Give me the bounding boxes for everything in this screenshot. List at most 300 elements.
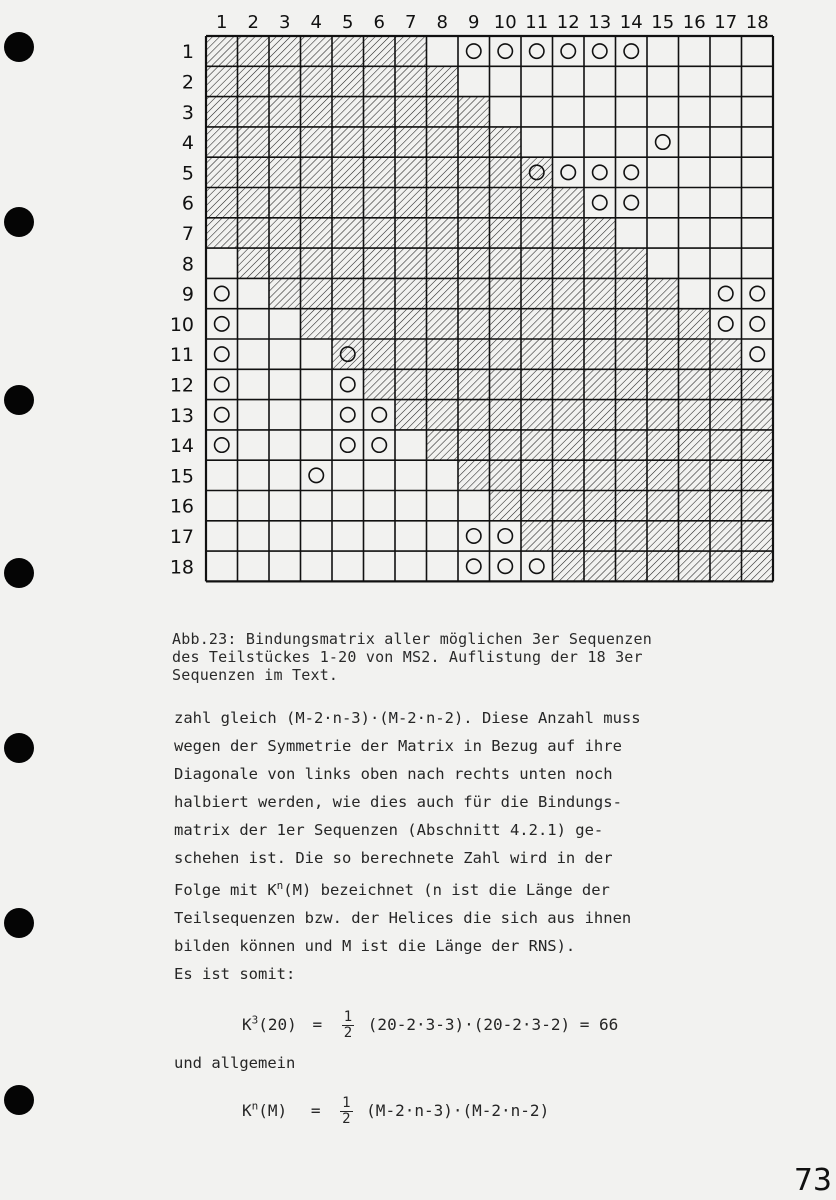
hatched-cell: [238, 36, 270, 66]
hatched-cell: [269, 66, 301, 96]
hatched-cell: [395, 400, 427, 430]
hatched-cell: [427, 309, 459, 339]
hatched-cell: [647, 430, 679, 460]
hatched-cell: [742, 430, 774, 460]
hatched-cell: [332, 309, 364, 339]
body-line: wegen der Symmetrie der Matrix in Bezug auf ihre: [174, 737, 622, 755]
row-label: 16: [169, 495, 194, 518]
binding-circle: [215, 377, 229, 391]
binding-circle: [498, 529, 512, 543]
row-label: 11: [169, 344, 194, 367]
formula-argument: (M): [258, 1101, 288, 1120]
hatched-cell: [427, 127, 459, 157]
hatched-cell: [710, 551, 742, 581]
superscript: n: [276, 879, 284, 892]
punch-hole: [4, 32, 34, 62]
connector-text: und allgemein: [174, 1054, 296, 1072]
hatched-cell: [616, 491, 648, 521]
hatched-cell: [427, 157, 459, 187]
hatched-cell: [553, 491, 585, 521]
row-label: 14: [169, 435, 194, 458]
hatched-cell: [206, 127, 238, 157]
column-label: 6: [373, 12, 385, 33]
hatched-cell: [679, 491, 711, 521]
hatched-cell: [427, 218, 459, 248]
formula-superscript: 3: [251, 1013, 259, 1027]
hatched-cell: [364, 188, 396, 218]
hatched-cell: [710, 430, 742, 460]
punch-hole: [4, 207, 34, 237]
column-label: 15: [651, 12, 675, 33]
row-label: 18: [169, 556, 194, 579]
hatched-cell: [553, 430, 585, 460]
hatched-cell: [553, 551, 585, 581]
row-label: 1: [181, 41, 194, 64]
column-label: 12: [556, 12, 580, 33]
hatched-cell: [269, 248, 301, 278]
column-label: 11: [525, 12, 549, 33]
hatched-cell: [521, 248, 553, 278]
hatched-cell: [427, 278, 459, 308]
hatched-cell: [553, 278, 585, 308]
hatched-cell: [521, 400, 553, 430]
hatched-cell: [553, 339, 585, 369]
binding-circle: [719, 317, 733, 331]
hatched-cell: [553, 521, 585, 551]
hatched-cell: [490, 127, 522, 157]
hatched-cell: [490, 218, 522, 248]
hatched-cell: [332, 157, 364, 187]
hatched-cell: [332, 97, 364, 127]
hatched-cell: [521, 491, 553, 521]
hatched-cell: [427, 339, 459, 369]
formula-rhs: (M-2·n-3)·(M-2·n-2): [366, 1101, 550, 1120]
hatched-cell: [584, 278, 616, 308]
binding-circle: [624, 195, 638, 209]
hatched-cell: [395, 248, 427, 278]
formula-argument: (20): [258, 1015, 297, 1034]
hatched-cell: [679, 460, 711, 490]
hatched-cell: [710, 369, 742, 399]
hatched-cell: [395, 157, 427, 187]
hatched-cell: [206, 66, 238, 96]
hatched-cell: [521, 218, 553, 248]
hatched-cell: [269, 127, 301, 157]
hatched-cell: [364, 36, 396, 66]
hatched-cell: [616, 248, 648, 278]
hatched-cell: [521, 188, 553, 218]
hatched-cell: [710, 491, 742, 521]
hatched-cell: [269, 157, 301, 187]
hatched-cell: [238, 127, 270, 157]
binding-circle: [530, 559, 544, 573]
hatched-cell: [458, 339, 490, 369]
hatched-cell: [206, 36, 238, 66]
punch-hole: [4, 733, 34, 763]
hatched-cell: [458, 188, 490, 218]
hatched-cell: [301, 248, 333, 278]
hatched-cell: [647, 309, 679, 339]
hatched-cell: [553, 188, 585, 218]
hatched-cell: [616, 551, 648, 581]
hatched-cell: [490, 188, 522, 218]
binding-circle: [341, 377, 355, 391]
hatched-cell: [427, 248, 459, 278]
hatched-cell: [742, 551, 774, 581]
binding-circle: [750, 317, 764, 331]
binding-circle: [215, 286, 229, 300]
binding-circle: [719, 286, 733, 300]
row-label: 15: [169, 465, 194, 488]
hatched-cell: [364, 309, 396, 339]
binding-circle: [656, 135, 670, 149]
row-label: 17: [169, 525, 194, 548]
hatched-cell: [395, 36, 427, 66]
hatched-cell: [679, 430, 711, 460]
hatched-cell: [269, 218, 301, 248]
hatched-cell: [364, 278, 396, 308]
body-paragraph: [174, 704, 814, 988]
hatched-cell: [490, 248, 522, 278]
row-label: 3: [181, 101, 194, 124]
hatched-cell: [269, 36, 301, 66]
hatched-cell: [301, 36, 333, 66]
hatched-cell: [584, 460, 616, 490]
row-label: 2: [181, 71, 194, 94]
body-line: bilden können und M ist die Länge der RNS).: [174, 937, 576, 956]
body-text-fragment: Folge mit K: [174, 881, 277, 900]
body-line: matrix der 1er Sequenzen (Abschnitt 4.2.1) ge-: [174, 821, 604, 839]
hatched-cell: [364, 369, 396, 399]
hatched-cell: [647, 278, 679, 308]
hatched-cell: [332, 278, 364, 308]
hatched-cell: [584, 430, 616, 460]
formula-symbol: K: [242, 1101, 252, 1120]
hatched-cell: [238, 97, 270, 127]
hatched-cell: [521, 521, 553, 551]
hatched-cell: [301, 66, 333, 96]
hatched-cell: [269, 278, 301, 308]
binding-circle: [467, 44, 481, 58]
hatched-cell: [647, 491, 679, 521]
hatched-cell: [206, 188, 238, 218]
fraction-denominator: 2: [342, 1111, 351, 1127]
punch-hole: [4, 908, 34, 938]
hatched-cell: [238, 188, 270, 218]
column-label: 3: [279, 12, 291, 33]
hatched-cell: [395, 188, 427, 218]
hatched-cell: [364, 218, 396, 248]
binding-circle: [467, 529, 481, 543]
hatched-cell: [332, 218, 364, 248]
formula-symbol: K: [242, 1015, 252, 1034]
hatched-cell: [553, 218, 585, 248]
hatched-cell: [710, 339, 742, 369]
hatched-cell: [301, 188, 333, 218]
hatched-cell: [395, 339, 427, 369]
hatched-cell: [490, 278, 522, 308]
hatched-cell: [710, 400, 742, 430]
hatched-cell: [332, 66, 364, 96]
hatched-cell: [395, 309, 427, 339]
hatched-cell: [269, 97, 301, 127]
binding-circle: [624, 165, 638, 179]
hatched-cell: [584, 248, 616, 278]
hatched-cell: [616, 400, 648, 430]
hatched-cell: [584, 218, 616, 248]
hatched-cell: [238, 66, 270, 96]
hatched-cell: [710, 460, 742, 490]
binding-circle: [341, 408, 355, 422]
hatched-cell: [332, 248, 364, 278]
hatched-cell: [238, 218, 270, 248]
row-label: 4: [181, 132, 194, 155]
hatched-cell: [490, 339, 522, 369]
hatched-cell: [332, 188, 364, 218]
binding-circle: [750, 347, 764, 361]
row-label: 9: [181, 283, 194, 306]
hatched-cell: [395, 278, 427, 308]
binding-circle: [215, 408, 229, 422]
hatched-cell: [301, 127, 333, 157]
formula-specific: [242, 1010, 618, 1041]
row-label: 5: [181, 162, 194, 185]
body-line: [174, 872, 814, 904]
binding-circle: [498, 559, 512, 573]
formula-rhs: (20-2·3-3)·(20-2·3-2) = 66: [367, 1015, 619, 1034]
hatched-cell: [742, 460, 774, 490]
column-label: 10: [493, 12, 517, 33]
hatched-cell: [553, 309, 585, 339]
column-label: 7: [405, 12, 417, 33]
hatched-cell: [427, 430, 459, 460]
hatched-cell: [427, 188, 459, 218]
hatched-cell: [584, 339, 616, 369]
hatched-cell: [616, 521, 648, 551]
fraction-numerator: 1: [343, 1009, 353, 1025]
punch-hole: [4, 1085, 34, 1115]
hatched-cell: [490, 400, 522, 430]
hatched-cell: [458, 369, 490, 399]
hatched-cell: [332, 339, 364, 369]
binding-circle: [750, 286, 764, 300]
body-line: schehen ist. Die so berechnete Zahl wird in der: [174, 849, 613, 867]
column-label: 13: [588, 12, 612, 33]
hatched-cell: [647, 521, 679, 551]
equals-sign: =: [312, 1015, 323, 1034]
hatched-cell: [301, 309, 333, 339]
hatched-cell: [238, 248, 270, 278]
binding-circle: [372, 408, 386, 422]
binding-circle: [215, 347, 229, 361]
column-label: 8: [436, 12, 448, 33]
hatched-cell: [553, 369, 585, 399]
row-label: 10: [169, 313, 194, 336]
caption-line: des Teilstückes 1-20 von MS2. Auflistung der 18 3er: [172, 648, 643, 666]
hatched-cell: [679, 400, 711, 430]
hatched-cell: [458, 127, 490, 157]
column-label: 17: [714, 12, 738, 33]
formula-superscript: n: [251, 1099, 259, 1113]
hatched-cell: [458, 430, 490, 460]
hatched-cell: [490, 369, 522, 399]
hatched-cell: [269, 188, 301, 218]
column-label: 4: [310, 12, 322, 33]
hatched-cell: [332, 36, 364, 66]
column-label: 5: [342, 12, 354, 33]
body-text-fragment: (M) bezeichnet (n ist die Länge der: [283, 881, 610, 900]
binding-circle: [561, 44, 575, 58]
hatched-cell: [679, 369, 711, 399]
fraction-numerator: 1: [342, 1095, 351, 1111]
hatched-cell: [584, 551, 616, 581]
caption-line: Abb.23: Bindungsmatrix aller möglichen 3er Sequenzen: [172, 630, 652, 648]
row-label: 7: [181, 222, 194, 245]
hatched-cell: [458, 460, 490, 490]
hatched-cell: [458, 97, 490, 127]
hatched-cell: [521, 369, 553, 399]
hatched-cell: [301, 157, 333, 187]
binding-circle: [341, 438, 355, 452]
hatched-cell: [553, 248, 585, 278]
column-label: 9: [468, 12, 480, 33]
hatched-cell: [364, 97, 396, 127]
binding-circle: [530, 44, 544, 58]
punch-hole: [4, 558, 34, 588]
hatched-cell: [364, 66, 396, 96]
hatched-cell: [616, 309, 648, 339]
hatched-cell: [584, 491, 616, 521]
hatched-cell: [395, 127, 427, 157]
hatched-cell: [584, 309, 616, 339]
hatched-cell: [238, 157, 270, 187]
hatched-cell: [395, 97, 427, 127]
binding-matrix: [160, 4, 790, 616]
binding-circle: [624, 44, 638, 58]
hatched-cell: [553, 460, 585, 490]
hatched-cell: [364, 248, 396, 278]
hatched-cell: [490, 430, 522, 460]
hatched-cell: [490, 309, 522, 339]
hatched-cell: [521, 278, 553, 308]
hatched-cell: [521, 430, 553, 460]
binding-circle: [215, 438, 229, 452]
hatched-cell: [301, 97, 333, 127]
page-number: 73: [793, 1163, 832, 1198]
column-label: 2: [247, 12, 259, 33]
hatched-cell: [679, 309, 711, 339]
hatched-cell: [458, 400, 490, 430]
binding-circle: [309, 468, 323, 482]
hatched-cell: [742, 400, 774, 430]
hatched-cell: [206, 157, 238, 187]
binding-circle: [498, 44, 512, 58]
hatched-cell: [553, 400, 585, 430]
hatched-cell: [301, 218, 333, 248]
hatched-cell: [206, 97, 238, 127]
hatched-cell: [364, 339, 396, 369]
row-label: 13: [169, 404, 194, 427]
figure-caption: [172, 630, 812, 684]
hatched-cell: [616, 460, 648, 490]
row-label: 8: [181, 253, 194, 276]
hatched-cell: [521, 157, 553, 187]
body-line: zahl gleich (M-2·n-3)·(M-2·n-2). Diese Anzahl muss: [174, 709, 641, 727]
body-line: Es ist somit:: [174, 965, 296, 984]
hatched-cell: [647, 551, 679, 581]
body-line: Diagonale von links oben nach rechts unten noch: [174, 765, 613, 783]
hatched-cell: [679, 339, 711, 369]
binding-circle: [467, 559, 481, 573]
hatched-cell: [458, 218, 490, 248]
hatched-cell: [647, 339, 679, 369]
binding-circle: [215, 317, 229, 331]
hatched-cell: [616, 278, 648, 308]
hatched-cell: [490, 157, 522, 187]
hatched-cell: [427, 66, 459, 96]
hatched-cell: [395, 66, 427, 96]
row-label: 6: [181, 192, 194, 215]
binding-circle: [593, 44, 607, 58]
hatched-cell: [490, 460, 522, 490]
equals-sign: =: [310, 1101, 321, 1120]
column-label: 18: [745, 12, 769, 33]
hatched-cell: [742, 491, 774, 521]
fraction: [340, 1096, 352, 1127]
hatched-cell: [301, 278, 333, 308]
hatched-cell: [584, 521, 616, 551]
hatched-cell: [427, 97, 459, 127]
hatched-cell: [616, 369, 648, 399]
binding-circle: [561, 165, 575, 179]
binding-circle: [593, 165, 607, 179]
column-label: 16: [682, 12, 706, 33]
hatched-cell: [647, 369, 679, 399]
column-label: 14: [619, 12, 643, 33]
hatched-cell: [521, 339, 553, 369]
hatched-cell: [427, 400, 459, 430]
caption-line: Sequenzen im Text.: [172, 666, 339, 684]
hatched-cell: [742, 521, 774, 551]
hatched-cell: [490, 491, 522, 521]
hatched-cell: [679, 521, 711, 551]
formula-general: [242, 1096, 549, 1127]
body-line: Teilsequenzen bzw. der Helices die sich aus ihnen: [174, 909, 632, 928]
hatched-cell: [395, 218, 427, 248]
hatched-cell: [206, 218, 238, 248]
hatched-cell: [521, 309, 553, 339]
fraction: [342, 1010, 354, 1041]
fraction-denominator: 2: [343, 1025, 353, 1041]
hatched-cell: [458, 157, 490, 187]
hatched-cell: [616, 430, 648, 460]
column-label: 1: [216, 12, 228, 33]
hatched-cell: [458, 309, 490, 339]
hatched-cell: [458, 248, 490, 278]
hatched-cell: [458, 278, 490, 308]
binding-circle: [372, 438, 386, 452]
hatched-cell: [364, 157, 396, 187]
binding-circle: [593, 195, 607, 209]
hatched-cell: [584, 400, 616, 430]
hatched-cell: [395, 369, 427, 399]
row-label: 12: [169, 374, 194, 397]
hatched-cell: [584, 369, 616, 399]
hatched-cell: [647, 460, 679, 490]
punch-hole: [4, 385, 34, 415]
hatched-cell: [427, 369, 459, 399]
hatched-cell: [332, 127, 364, 157]
